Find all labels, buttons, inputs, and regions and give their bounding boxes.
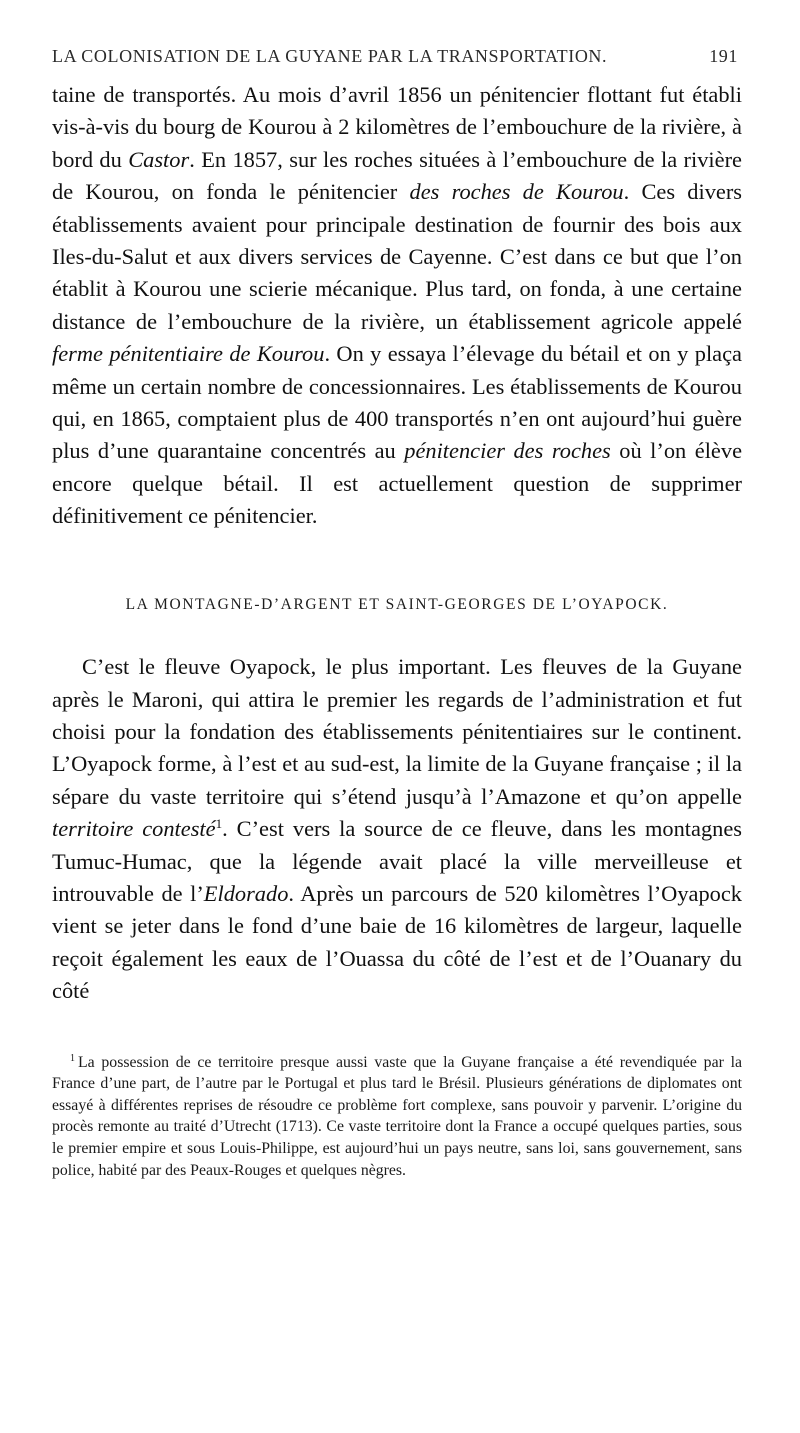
footnote-mark: 1 — [70, 1052, 75, 1064]
footnote-reference[interactable]: 1 — [215, 816, 223, 832]
page-number: 191 — [709, 46, 738, 66]
text-run: . C’est vers la source de ce fleuve, dans les montagnes Tumuc-Humac, que la légende avait placé la ville merveilleuse et introuvable de l’ — [52, 816, 742, 906]
footnote-text: La possession de ce territoire presque aussi vaste que la Guyane française a été revendiquée par la France d’une part, de l’autre par le Portugal et plus tard le Brésil. Plusieurs générations de diplomates ont essayé à différentes reprises de résoudre ce problème fort complexe, sans pouvoir y parvenir. L’origine du procès remonte au traité d’Utrecht (1713). Ce vaste territoire dont la France a occupé quelques parties, sous le premier empire et sous Louis-Philippe, est aujourd’hui un pays neutre, sans loi, sans gouvernement, sans police, habité par des Peaux-Rouges et quelques nègres. — [52, 1053, 742, 1179]
italic-eldorado: Eldorado — [203, 880, 289, 906]
italic-territory-name: territoire contesté — [52, 816, 216, 842]
italic-penitentiary-name: des roches de Kourou — [409, 179, 624, 205]
section-heading: LA MONTAGNE-D’ARGENT ET SAINT-GEORGES DE L’OYAPOCK. — [125, 595, 669, 613]
footnotes — [52, 1052, 742, 1182]
running-head — [52, 46, 742, 67]
italic-ship-name: Castor — [128, 146, 190, 172]
text-run: . En 1857, sur les roches situées à l’embouchure de la rivière de Kourou, on fonda le pénitencier — [52, 146, 742, 205]
text-run: . Ces divers établissements avaient pour principale destination de fournir des bois aux Iles-du-Salut et aux divers services de Cayenne. C’est dans ce but que l’on établit à Kourou une scierie mécanique. Plus tard, on fonda, à une certaine distance de l’embouchure de la rivière, un établissement agricole appelé — [52, 179, 743, 334]
text-run: C’est le fleuve Oyapock, le plus important. Les fleuves de la Guyane après le Maroni, qui attira le premier les regards de l’administration et fut choisi pour la fondation des établissements pénitentiaires sur le continent. L’Oyapock forme, à l’est et au sud-est, la limite de la Guyane française ; il la sépare du vaste territoire qui s’étend jusqu’à l’Amazone et qu’on appelle — [52, 654, 742, 809]
italic-penitentiary-name: pénitencier des roches — [404, 438, 611, 464]
footnote — [52, 1052, 742, 1182]
text-run: taine de transportés. Au mois d’avril 1856 un pénitencier flottant fut établi vis-à-vis du bourg de Kourou à 2 kilomètres de l’embouchure de la rivière, à bord du — [52, 82, 742, 172]
paragraph-kourou — [52, 79, 742, 533]
text-run: où l’on élève encore quelque bétail. Il est actuellement question de supprimer définitivement ce pénitencier. — [52, 438, 743, 529]
paragraph-oyapock — [52, 651, 742, 1007]
text-run: . Après un parcours de 520 kilomètres l’Oyapock vient se jeter dans le fond d’une baie de 16 kilomètres de largeur, laquelle reçoit également les eaux de l’Ouassa du côté de l’est et de l’Ouanary du côté — [52, 880, 742, 1004]
italic-farm-name: ferme pénitentiaire de Kourou — [52, 341, 325, 367]
running-head-title: LA COLONISATION DE LA GUYANE PAR LA TRANSPORTATION. — [52, 46, 608, 66]
text-run: . On y essaya l’élevage du bétail et on y plaça même un certain nombre de concessionnaires. Les établissements de Kourou qui, en 1865, comptaient plus de 400 transportés n’en ont aujourd’hui guère plus d’une quarantaine concentrés au — [52, 341, 742, 464]
book-page — [52, 46, 742, 1181]
body-text — [52, 79, 742, 1008]
